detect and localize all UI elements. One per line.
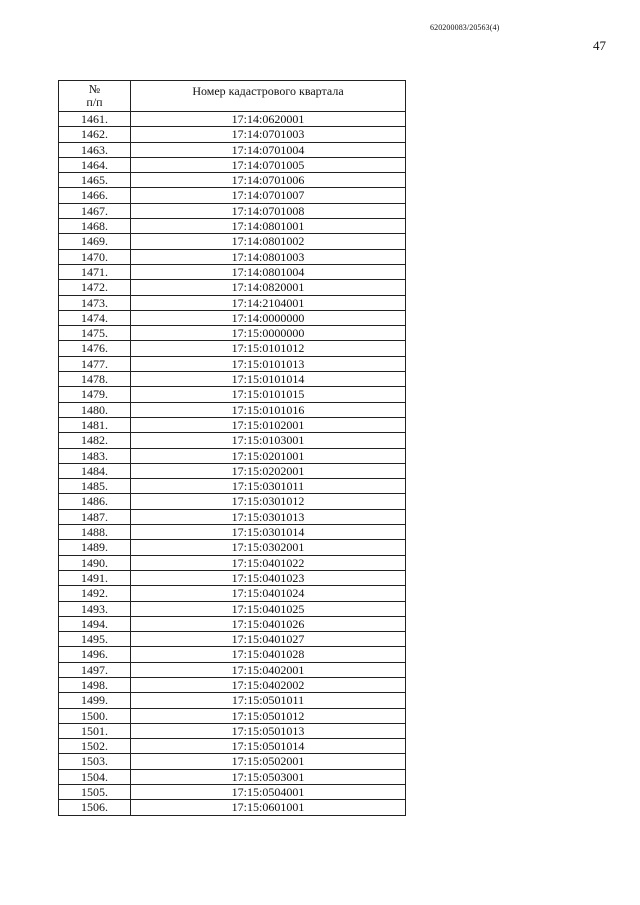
row-number: 1476.: [59, 341, 131, 356]
row-number: 1493.: [59, 601, 131, 616]
row-number: 1470.: [59, 249, 131, 264]
row-number: 1474.: [59, 310, 131, 325]
table-row: [59, 356, 406, 371]
cadastral-code: 17:15:0401024: [131, 586, 406, 601]
cadastral-code: 17:15:0201001: [131, 448, 406, 463]
document-id: 620200083/20563(4): [430, 23, 500, 32]
table-row: [59, 632, 406, 647]
table-header-row: [59, 81, 406, 112]
row-number: 1491.: [59, 570, 131, 585]
row-number: 1488.: [59, 525, 131, 540]
cadastral-code: 17:15:0504001: [131, 785, 406, 800]
row-number: 1471.: [59, 264, 131, 279]
cadastral-code: 17:15:0402002: [131, 677, 406, 692]
row-number: 1481.: [59, 417, 131, 432]
cadastral-code: 17:15:0501011: [131, 693, 406, 708]
row-number: 1463.: [59, 142, 131, 157]
table-row: [59, 127, 406, 142]
table-row: [59, 433, 406, 448]
row-number: 1501.: [59, 723, 131, 738]
cadastral-code: 17:15:0501013: [131, 723, 406, 738]
table-row: [59, 234, 406, 249]
row-number: 1486.: [59, 494, 131, 509]
row-number: 1482.: [59, 433, 131, 448]
cadastral-code: 17:15:0601001: [131, 800, 406, 815]
cadastral-code: 17:15:0102001: [131, 417, 406, 432]
row-number: 1472.: [59, 280, 131, 295]
cadastral-code: 17:15:0301013: [131, 509, 406, 524]
table-row: [59, 769, 406, 784]
table-row: [59, 280, 406, 295]
header-number-column: [59, 81, 131, 112]
row-number: 1500.: [59, 708, 131, 723]
row-number: 1475.: [59, 326, 131, 341]
cadastral-code: 17:15:0401023: [131, 570, 406, 585]
row-number: 1492.: [59, 586, 131, 601]
cadastral-code: 17:14:0701003: [131, 127, 406, 142]
table-row: [59, 540, 406, 555]
table-row: [59, 785, 406, 800]
row-number: 1499.: [59, 693, 131, 708]
row-number: 1479.: [59, 387, 131, 402]
table-row: [59, 677, 406, 692]
cadastral-code: 17:15:0401028: [131, 647, 406, 662]
table-row: [59, 112, 406, 127]
table-row: [59, 570, 406, 585]
table-row: [59, 402, 406, 417]
row-number: 1495.: [59, 632, 131, 647]
cadastral-code: 17:15:0401026: [131, 616, 406, 631]
row-number: 1504.: [59, 769, 131, 784]
table-row: [59, 341, 406, 356]
row-number: 1473.: [59, 295, 131, 310]
table-row: [59, 264, 406, 279]
row-number: 1462.: [59, 127, 131, 142]
header-number-symbol: №: [88, 82, 101, 96]
row-number: 1498.: [59, 677, 131, 692]
table-row: [59, 310, 406, 325]
row-number: 1506.: [59, 800, 131, 815]
cadastral-code: 17:15:0301012: [131, 494, 406, 509]
cadastral-code: 17:15:0501014: [131, 739, 406, 754]
row-number: 1496.: [59, 647, 131, 662]
cadastral-code: 17:14:0801002: [131, 234, 406, 249]
row-number: 1483.: [59, 448, 131, 463]
page-number: 47: [593, 38, 606, 53]
cadastral-code: 17:14:0820001: [131, 280, 406, 295]
header-code-column: Номер кадастрового квартала: [131, 81, 406, 112]
cadastral-code: 17:15:0402001: [131, 662, 406, 677]
cadastral-code: 17:14:0000000: [131, 310, 406, 325]
table-row: [59, 387, 406, 402]
row-number: 1467.: [59, 203, 131, 218]
table-row: [59, 723, 406, 738]
table-row: [59, 525, 406, 540]
row-number: 1485.: [59, 479, 131, 494]
table-row: [59, 800, 406, 815]
table-row: [59, 647, 406, 662]
row-number: 1489.: [59, 540, 131, 555]
cadastral-code: 17:14:0701006: [131, 173, 406, 188]
row-number: 1487.: [59, 509, 131, 524]
row-number: 1494.: [59, 616, 131, 631]
cadastral-code: 17:15:0503001: [131, 769, 406, 784]
table-row: [59, 616, 406, 631]
cadastral-code: 17:15:0101016: [131, 402, 406, 417]
cadastral-code: 17:14:0701007: [131, 188, 406, 203]
cadastral-code: 17:15:0302001: [131, 540, 406, 555]
cadastral-code: 17:15:0301011: [131, 479, 406, 494]
row-number: 1466.: [59, 188, 131, 203]
row-number: 1502.: [59, 739, 131, 754]
table-row: [59, 372, 406, 387]
table-row: [59, 509, 406, 524]
table-row: [59, 463, 406, 478]
header-number-abbr: п/п: [86, 95, 103, 109]
table-row: [59, 494, 406, 509]
row-number: 1503.: [59, 754, 131, 769]
table-row: [59, 479, 406, 494]
cadastral-code: 17:15:0103001: [131, 433, 406, 448]
cadastral-code: 17:15:0401022: [131, 555, 406, 570]
cadastral-table: [58, 80, 406, 816]
row-number: 1490.: [59, 555, 131, 570]
cadastral-code: 17:15:0101013: [131, 356, 406, 371]
table-row: [59, 448, 406, 463]
row-number: 1480.: [59, 402, 131, 417]
row-number: 1469.: [59, 234, 131, 249]
table-row: [59, 739, 406, 754]
table-body: [59, 112, 406, 816]
table-row: [59, 555, 406, 570]
table-row: [59, 708, 406, 723]
cadastral-code: 17:14:0620001: [131, 112, 406, 127]
table-row: [59, 601, 406, 616]
cadastral-code: 17:15:0000000: [131, 326, 406, 341]
cadastral-code: 17:14:0801001: [131, 219, 406, 234]
cadastral-code: 17:15:0301014: [131, 525, 406, 540]
row-number: 1478.: [59, 372, 131, 387]
cadastral-code: 17:14:0801004: [131, 264, 406, 279]
row-number: 1477.: [59, 356, 131, 371]
cadastral-code: 17:14:2104001: [131, 295, 406, 310]
cadastral-code: 17:14:0701008: [131, 203, 406, 218]
cadastral-code: 17:15:0401025: [131, 601, 406, 616]
table-row: [59, 295, 406, 310]
table-row: [59, 142, 406, 157]
table-row: [59, 693, 406, 708]
table-row: [59, 326, 406, 341]
cadastral-code: 17:15:0202001: [131, 463, 406, 478]
table-row: [59, 188, 406, 203]
row-number: 1464.: [59, 157, 131, 172]
cadastral-code: 17:14:0701005: [131, 157, 406, 172]
cadastral-code: 17:15:0501012: [131, 708, 406, 723]
cadastral-code: 17:15:0502001: [131, 754, 406, 769]
table-row: [59, 662, 406, 677]
table-row: [59, 219, 406, 234]
row-number: 1505.: [59, 785, 131, 800]
cadastral-code: 17:15:0101014: [131, 372, 406, 387]
row-number: 1484.: [59, 463, 131, 478]
table-row: [59, 157, 406, 172]
table-row: [59, 754, 406, 769]
cadastral-code: 17:14:0801003: [131, 249, 406, 264]
table-row: [59, 417, 406, 432]
table-row: [59, 249, 406, 264]
cadastral-code: 17:15:0401027: [131, 632, 406, 647]
row-number: 1468.: [59, 219, 131, 234]
row-number: 1461.: [59, 112, 131, 127]
table-row: [59, 203, 406, 218]
table-row: [59, 173, 406, 188]
table-row: [59, 586, 406, 601]
row-number: 1497.: [59, 662, 131, 677]
cadastral-code: 17:15:0101015: [131, 387, 406, 402]
cadastral-code: 17:14:0701004: [131, 142, 406, 157]
cadastral-code: 17:15:0101012: [131, 341, 406, 356]
row-number: 1465.: [59, 173, 131, 188]
